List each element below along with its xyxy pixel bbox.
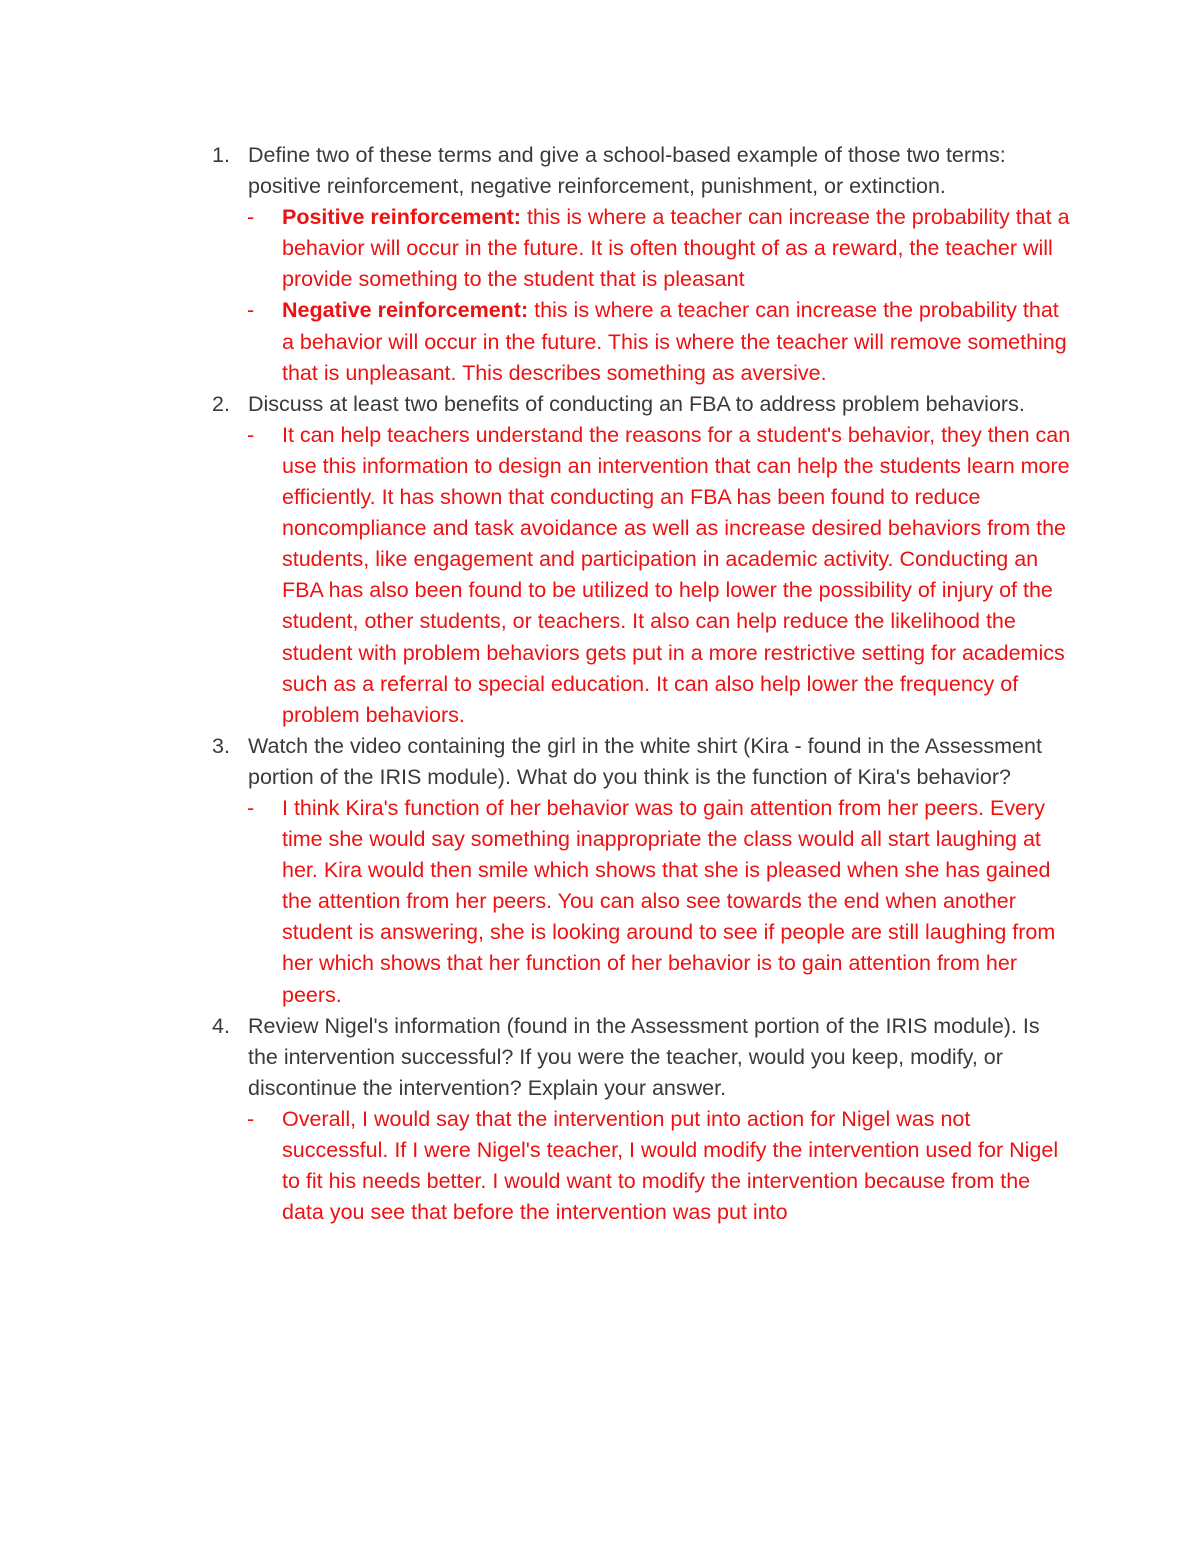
answer-text: this is where a teacher can increase the probability that a behavior will occur in the future. This is where the teacher will remove something that is unpleasant. This describes something as aversive. bbox=[282, 298, 1067, 385]
dash-bullet: - bbox=[247, 298, 255, 323]
answer-term: Positive reinforcement: bbox=[282, 205, 521, 230]
question-list bbox=[212, 140, 1072, 1228]
dash-bullet: - bbox=[247, 795, 255, 820]
question-2 bbox=[212, 389, 1072, 731]
answer-text: I think Kira's function of her behavior was to gain attention from her peers. Every time she would say something inappropriate the class would all start laughing at her. Kira would then smile which shows that she is pleased when she has gained the attention from her peers. You can also see towards the end when another student is answering, she is looking around to see if people are still laughing from her which shows that her function of her behavior is to gain attention from her peers. bbox=[282, 795, 1056, 1007]
question-text: Define two of these terms and give a school-based example of those two terms: positive reinforcement, negative reinforcement, punishment, or extinction. bbox=[248, 143, 1006, 199]
question-number: 3. bbox=[212, 733, 230, 758]
answer-item bbox=[212, 420, 1072, 731]
answer-text: this is where a teacher can increase the probability that a behavior will occur in the future. It is often thought of as a reward, the teacher will provide something to the student that is pleasant bbox=[282, 205, 1070, 292]
question-text: Review Nigel's information (found in the Assessment portion of the IRIS module). Is the intervention successful? If you were the teacher, would you keep, modify, or discontinue the intervention? Explain your answer. bbox=[248, 1013, 1040, 1100]
answer-text: Overall, I would say that the intervention put into action for Nigel was not successful. If I were Nigel's teacher, I would modify the intervention used for Nigel to fit his needs better. I would want to modify the intervention because from the data you see that before the intervention was put into bbox=[282, 1106, 1059, 1225]
question-number: 4. bbox=[212, 1013, 230, 1038]
dash-bullet: - bbox=[247, 422, 255, 447]
question-3 bbox=[212, 731, 1072, 1011]
question-4 bbox=[212, 1011, 1072, 1229]
question-number: 2. bbox=[212, 391, 230, 416]
answer-text: It can help teachers understand the reasons for a student's behavior, they then can use this information to design an intervention that can help the students learn more efficiently. It has shown that conducting an FBA has been found to reduce noncompliance and task avoidance as well as increase desired behaviors from the students, like engagement and participation in academic activity. Conducting an FBA has also been found to be utilized to help lower the possibility of injury of the student, other students, or teachers. It also can help reduce the likelihood the student with problem behaviors gets put in a more restrictive setting for academics such as a referral to special education. It can also help lower the frequency of problem behaviors. bbox=[282, 422, 1071, 727]
answer-item bbox=[212, 793, 1072, 1011]
dash-bullet: - bbox=[247, 205, 255, 230]
question-text: Watch the video containing the girl in the white shirt (Kira - found in the Assessment portion of the IRIS module). What do you think is the function of Kira's behavior? bbox=[248, 733, 1042, 789]
question-1 bbox=[212, 140, 1072, 389]
answer-term: Negative reinforcement: bbox=[282, 298, 529, 323]
answer-item bbox=[212, 1104, 1072, 1228]
question-text: Discuss at least two benefits of conducting an FBA to address problem behaviors. bbox=[248, 391, 1025, 416]
answer-item bbox=[212, 202, 1072, 295]
dash-bullet: - bbox=[247, 1106, 255, 1131]
answer-item bbox=[212, 295, 1072, 388]
question-number: 1. bbox=[212, 143, 230, 167]
